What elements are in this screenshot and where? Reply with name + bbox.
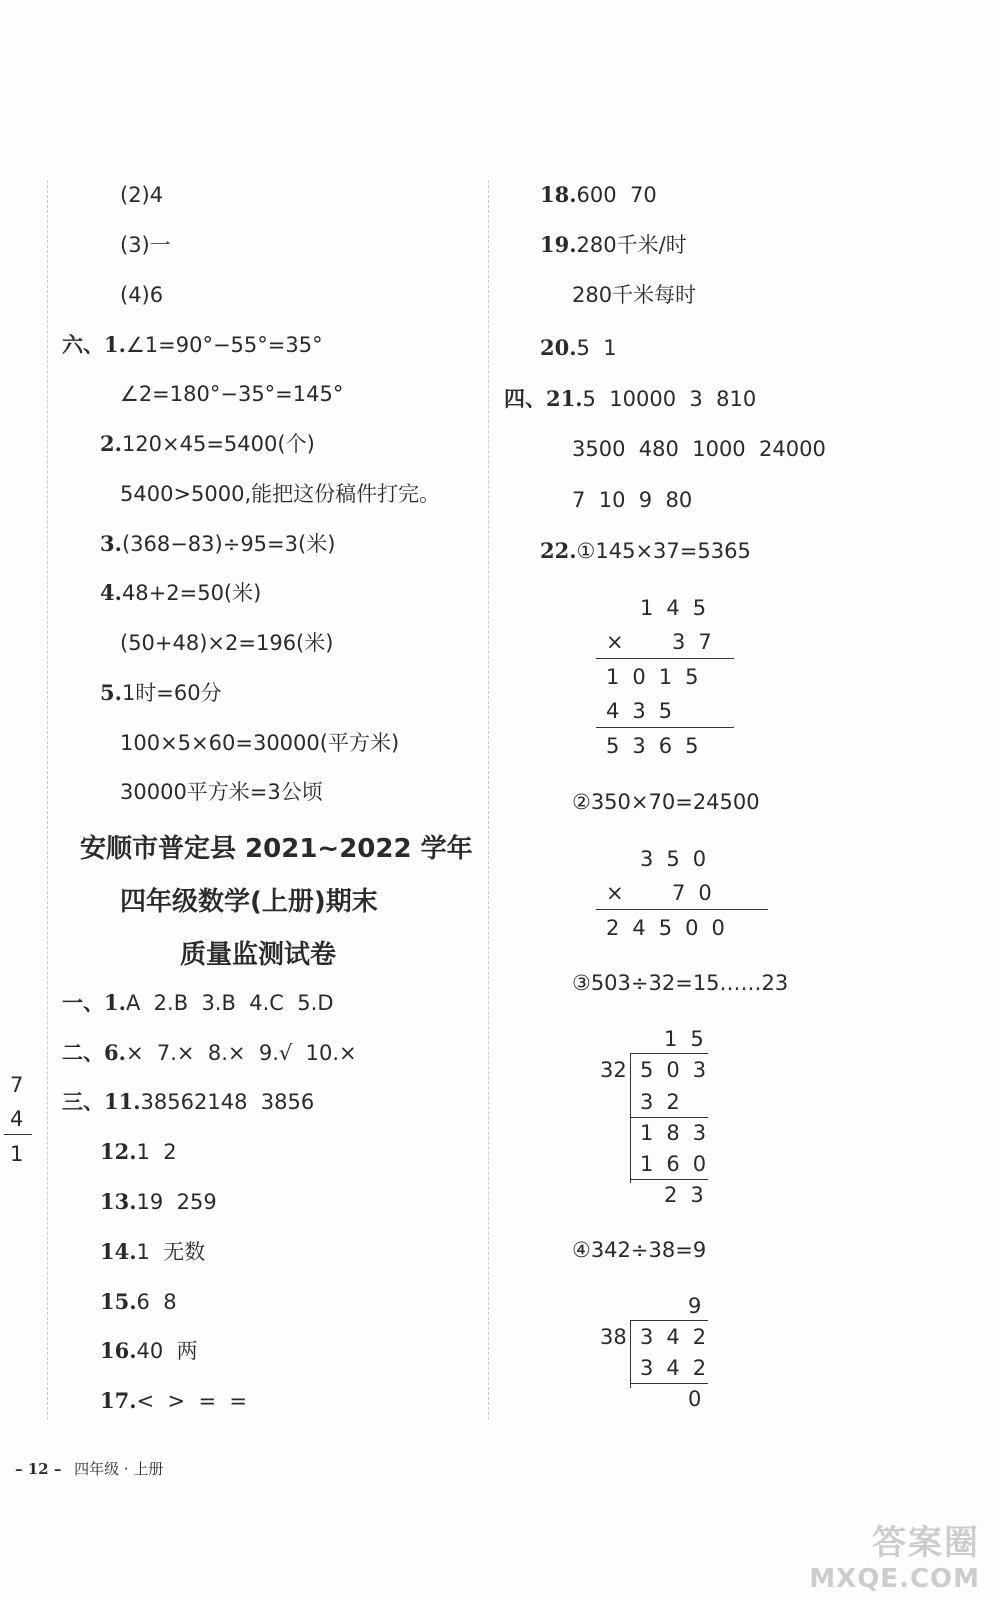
answer-line: 12.1 2 xyxy=(100,1139,177,1164)
answer-line: 3.(368−83)÷95=3(米) xyxy=(100,531,336,556)
calc-line: 1015 xyxy=(606,665,712,689)
answer-line: 19.280千米/时 xyxy=(540,232,687,257)
calc-line: 350 xyxy=(640,847,720,871)
calc-rule xyxy=(596,658,734,659)
margin-digit: 1 xyxy=(10,1142,24,1166)
calc-line: 435 xyxy=(606,699,686,723)
answer-line: 280千米每时 xyxy=(572,283,697,307)
page-footer xyxy=(15,1458,163,1479)
left-divider xyxy=(47,180,48,1420)
answer-line: 17.< > = = xyxy=(100,1388,247,1413)
answer-line: 四、21.5 10000 3 810 xyxy=(504,386,757,411)
calc-divisor: 38 xyxy=(600,1325,627,1349)
calc-dividend: 503 xyxy=(640,1058,720,1082)
margin-digit: 4 xyxy=(10,1107,24,1131)
calc-step: 32 xyxy=(640,1090,693,1114)
answer-line: 二、6.× 7.× 8.× 9.√ 10.× xyxy=(62,1040,357,1065)
answer-line: 30000平方米=3公顷 xyxy=(120,780,323,804)
exam-title: 质量监测试卷 xyxy=(180,940,337,970)
answer-line: 20.5 1 xyxy=(540,335,617,360)
calc-line: × xyxy=(606,881,624,905)
answer-line: 六、1.∠1=90°−55°=35° xyxy=(62,332,323,357)
answer-line: 13.19 259 xyxy=(100,1189,217,1214)
calc-line: 145 xyxy=(640,596,720,620)
calc-rule xyxy=(630,1117,708,1118)
calc-quotient: 15 xyxy=(664,1027,717,1051)
answer-line: 一、1.A 2.B 3.B 4.C 5.D xyxy=(62,990,334,1015)
watermark-text: 答案圈 xyxy=(872,1523,980,1563)
calc-step: 183 xyxy=(640,1121,720,1145)
answer-line: 4.48+2=50(米) xyxy=(100,580,262,605)
division-bar xyxy=(630,1053,631,1183)
calc-step: 0 xyxy=(688,1387,715,1411)
calc-line: 5365 xyxy=(606,734,712,758)
answer-line: 22.①145×37=5365 xyxy=(540,538,751,563)
answer-line: 5.1时=60分 xyxy=(100,680,222,705)
calc-line: 24500 xyxy=(606,916,738,940)
answer-line: 2.120×45=5400(个) xyxy=(100,431,315,456)
calc-step: 160 xyxy=(640,1152,720,1176)
calc-line: 70 xyxy=(672,881,725,905)
center-divider xyxy=(488,180,489,1420)
calc-dividend: 342 xyxy=(640,1325,720,1349)
calc-divisor: 32 xyxy=(600,1058,627,1082)
answer-line: (4)6 xyxy=(120,283,164,307)
watermark-logo xyxy=(809,1515,980,1594)
calc-rule xyxy=(596,909,768,910)
answer-line: (2)4 xyxy=(120,183,164,207)
calc-rule xyxy=(630,1053,708,1054)
margin-digit: 7 xyxy=(10,1073,24,1097)
answer-line: 3500 480 1000 24000 xyxy=(572,437,826,461)
division-bar xyxy=(630,1320,631,1388)
grade-label: 四年级 · 上册 xyxy=(74,1460,164,1478)
calc-step: 23 xyxy=(664,1183,717,1207)
calc-line: × xyxy=(606,630,624,654)
calc-rule xyxy=(630,1179,708,1180)
answer-line: 14.1 无数 xyxy=(100,1239,206,1264)
margin-rule xyxy=(4,1134,32,1135)
equation-line: ④342÷38=9 xyxy=(572,1238,707,1262)
exam-title: 安顺市普定县 2021~2022 学年 xyxy=(80,834,473,864)
answer-line: (3)一 xyxy=(120,233,171,257)
calc-line: 37 xyxy=(672,630,725,654)
page-number: – 12 – xyxy=(15,1460,62,1478)
watermark-domain: MXQE.COM xyxy=(809,1564,980,1594)
calc-rule xyxy=(630,1383,708,1384)
exam-title: 四年级数学(上册)期末 xyxy=(120,887,378,917)
calc-rule xyxy=(630,1320,708,1321)
answer-line: 16.40 两 xyxy=(100,1338,198,1363)
answer-line: 15.6 8 xyxy=(100,1289,177,1314)
answer-line: 100×5×60=30000(平方米) xyxy=(120,731,400,755)
equation-line: ②350×70=24500 xyxy=(572,790,760,814)
answer-line: (50+48)×2=196(米) xyxy=(120,631,334,655)
answer-line: 三、11.38562148 3856 xyxy=(62,1089,315,1114)
calc-step: 342 xyxy=(640,1356,720,1380)
calc-quotient: 9 xyxy=(688,1294,715,1318)
calc-rule xyxy=(596,727,734,728)
answer-line: ∠2=180°−35°=145° xyxy=(120,382,344,406)
answer-line: 18.600 70 xyxy=(540,182,657,207)
equation-line: ③503÷32=15……23 xyxy=(572,971,789,995)
answer-line: 7 10 9 80 xyxy=(572,488,693,512)
answer-line: 5400>5000,能把这份稿件打完。 xyxy=(120,482,441,506)
